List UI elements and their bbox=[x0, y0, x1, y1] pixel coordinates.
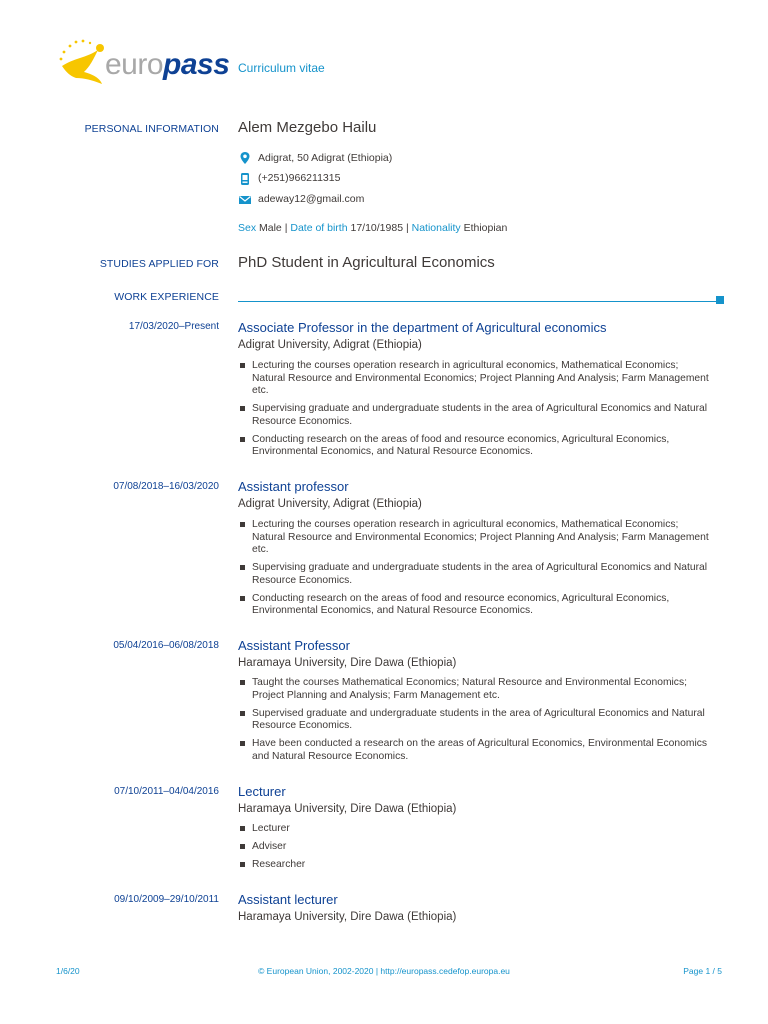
section-divider bbox=[238, 301, 721, 302]
email-icon bbox=[238, 193, 252, 207]
job-dates: 07/10/2011–04/04/2016 bbox=[114, 786, 219, 797]
job-employer: Adigrat University, Adigrat (Ethiopia) bbox=[238, 339, 422, 351]
footer-date: 1/6/20 bbox=[56, 966, 80, 976]
address: Adigrat, 50 Adigrat (Ethiopia) bbox=[258, 152, 393, 164]
footer-page-number: Page 1 / 5 bbox=[683, 966, 722, 976]
work-experience-label: WORK EXPERIENCE bbox=[114, 291, 219, 303]
phone-number: (+251)966211315 bbox=[258, 172, 341, 184]
job-title: Lecturer bbox=[238, 784, 286, 799]
list-item: Taught the courses Mathematical Economics; Natural Resource and Environmental Economics; Project Planning and Analysis; Farm Management etc. bbox=[238, 677, 713, 702]
studies-applied-label: STUDIES APPLIED FOR bbox=[99, 258, 219, 270]
job-duties bbox=[238, 360, 713, 464]
personal-details-line: Sex Male | Date of birth 17/10/1985 | Nationality Ethiopian bbox=[238, 222, 508, 234]
studies-applied-value: PhD Student in Agricultural Economics bbox=[238, 254, 495, 271]
europass-wordmark: europass bbox=[105, 48, 230, 81]
list-item: Lecturing the courses operation research in agricultural economics, Mathematical Economics; Natural Resource and Environmental Economics; Project Planning And Analysis; Farm Management etc. bbox=[238, 519, 713, 557]
list-item: Lecturing the courses operation research in agricultural economics, Mathematical Economics; Natural Resource and Environmental Economics; Project Planning And Analysis; Farm Management etc. bbox=[238, 360, 713, 398]
job-title: Associate Professor in the department of Agricultural economics bbox=[238, 320, 607, 335]
job-dates: 17/03/2020–Present bbox=[128, 321, 219, 332]
job-dates: 09/10/2009–29/10/2011 bbox=[114, 894, 219, 905]
list-item: Conducting research on the areas of food and resource economics, Agricultural Economics, Environmental Economics, and Natural Resource Economics. bbox=[238, 593, 713, 618]
person-name: Alem Mezgebo Hailu bbox=[238, 119, 377, 136]
job-duties bbox=[238, 677, 713, 769]
job-employer: Haramaya University, Dire Dawa (Ethiopia) bbox=[238, 803, 457, 815]
list-item: Conducting research on the areas of food and resource economics, Agricultural Economics, Environmental Economics, and Natural Resource Economics. bbox=[238, 434, 713, 459]
list-item: Researcher bbox=[238, 859, 713, 872]
job-employer: Haramaya University, Dire Dawa (Ethiopia) bbox=[238, 657, 457, 669]
job-title: Assistant professor bbox=[238, 479, 349, 494]
job-title: Assistant lecturer bbox=[238, 892, 338, 907]
job-duties bbox=[238, 519, 713, 623]
phone-icon bbox=[238, 172, 252, 186]
personal-information-label: PERSONAL INFORMATION bbox=[84, 123, 219, 135]
list-item: Supervising graduate and undergraduate students in the area of Agricultural Economics and Natural Resource Economics. bbox=[238, 562, 713, 587]
list-item: Have been conducted a research on the areas of Agricultural Economics, Environmental Economics and Natural Resource Economics. bbox=[238, 738, 713, 763]
job-duties bbox=[238, 823, 713, 877]
job-title: Assistant Professor bbox=[238, 638, 350, 653]
email-address[interactable]: adeway12@gmail.com bbox=[258, 193, 365, 205]
list-item: Adviser bbox=[238, 841, 713, 854]
list-item: Supervised graduate and undergraduate students in the area of Agricultural Economics and Natural Resource Economics. bbox=[238, 708, 713, 733]
list-item: Lecturer bbox=[238, 823, 713, 836]
job-dates: 05/04/2016–06/08/2018 bbox=[113, 640, 219, 651]
list-item: Supervising graduate and undergraduate students in the area of Agricultural Economics and Natural Resource Economics. bbox=[238, 403, 713, 428]
job-dates: 07/08/2018–16/03/2020 bbox=[113, 481, 219, 492]
location-pin-icon bbox=[238, 151, 252, 165]
section-divider-marker bbox=[716, 296, 724, 304]
document-type: Curriculum vitae bbox=[238, 61, 325, 75]
job-employer: Haramaya University, Dire Dawa (Ethiopia) bbox=[238, 911, 457, 923]
footer-copyright-text[interactable]: © European Union, 2002-2020 | http://europass.cedefop.europa.eu bbox=[258, 966, 510, 976]
job-employer: Adigrat University, Adigrat (Ethiopia) bbox=[238, 498, 422, 510]
